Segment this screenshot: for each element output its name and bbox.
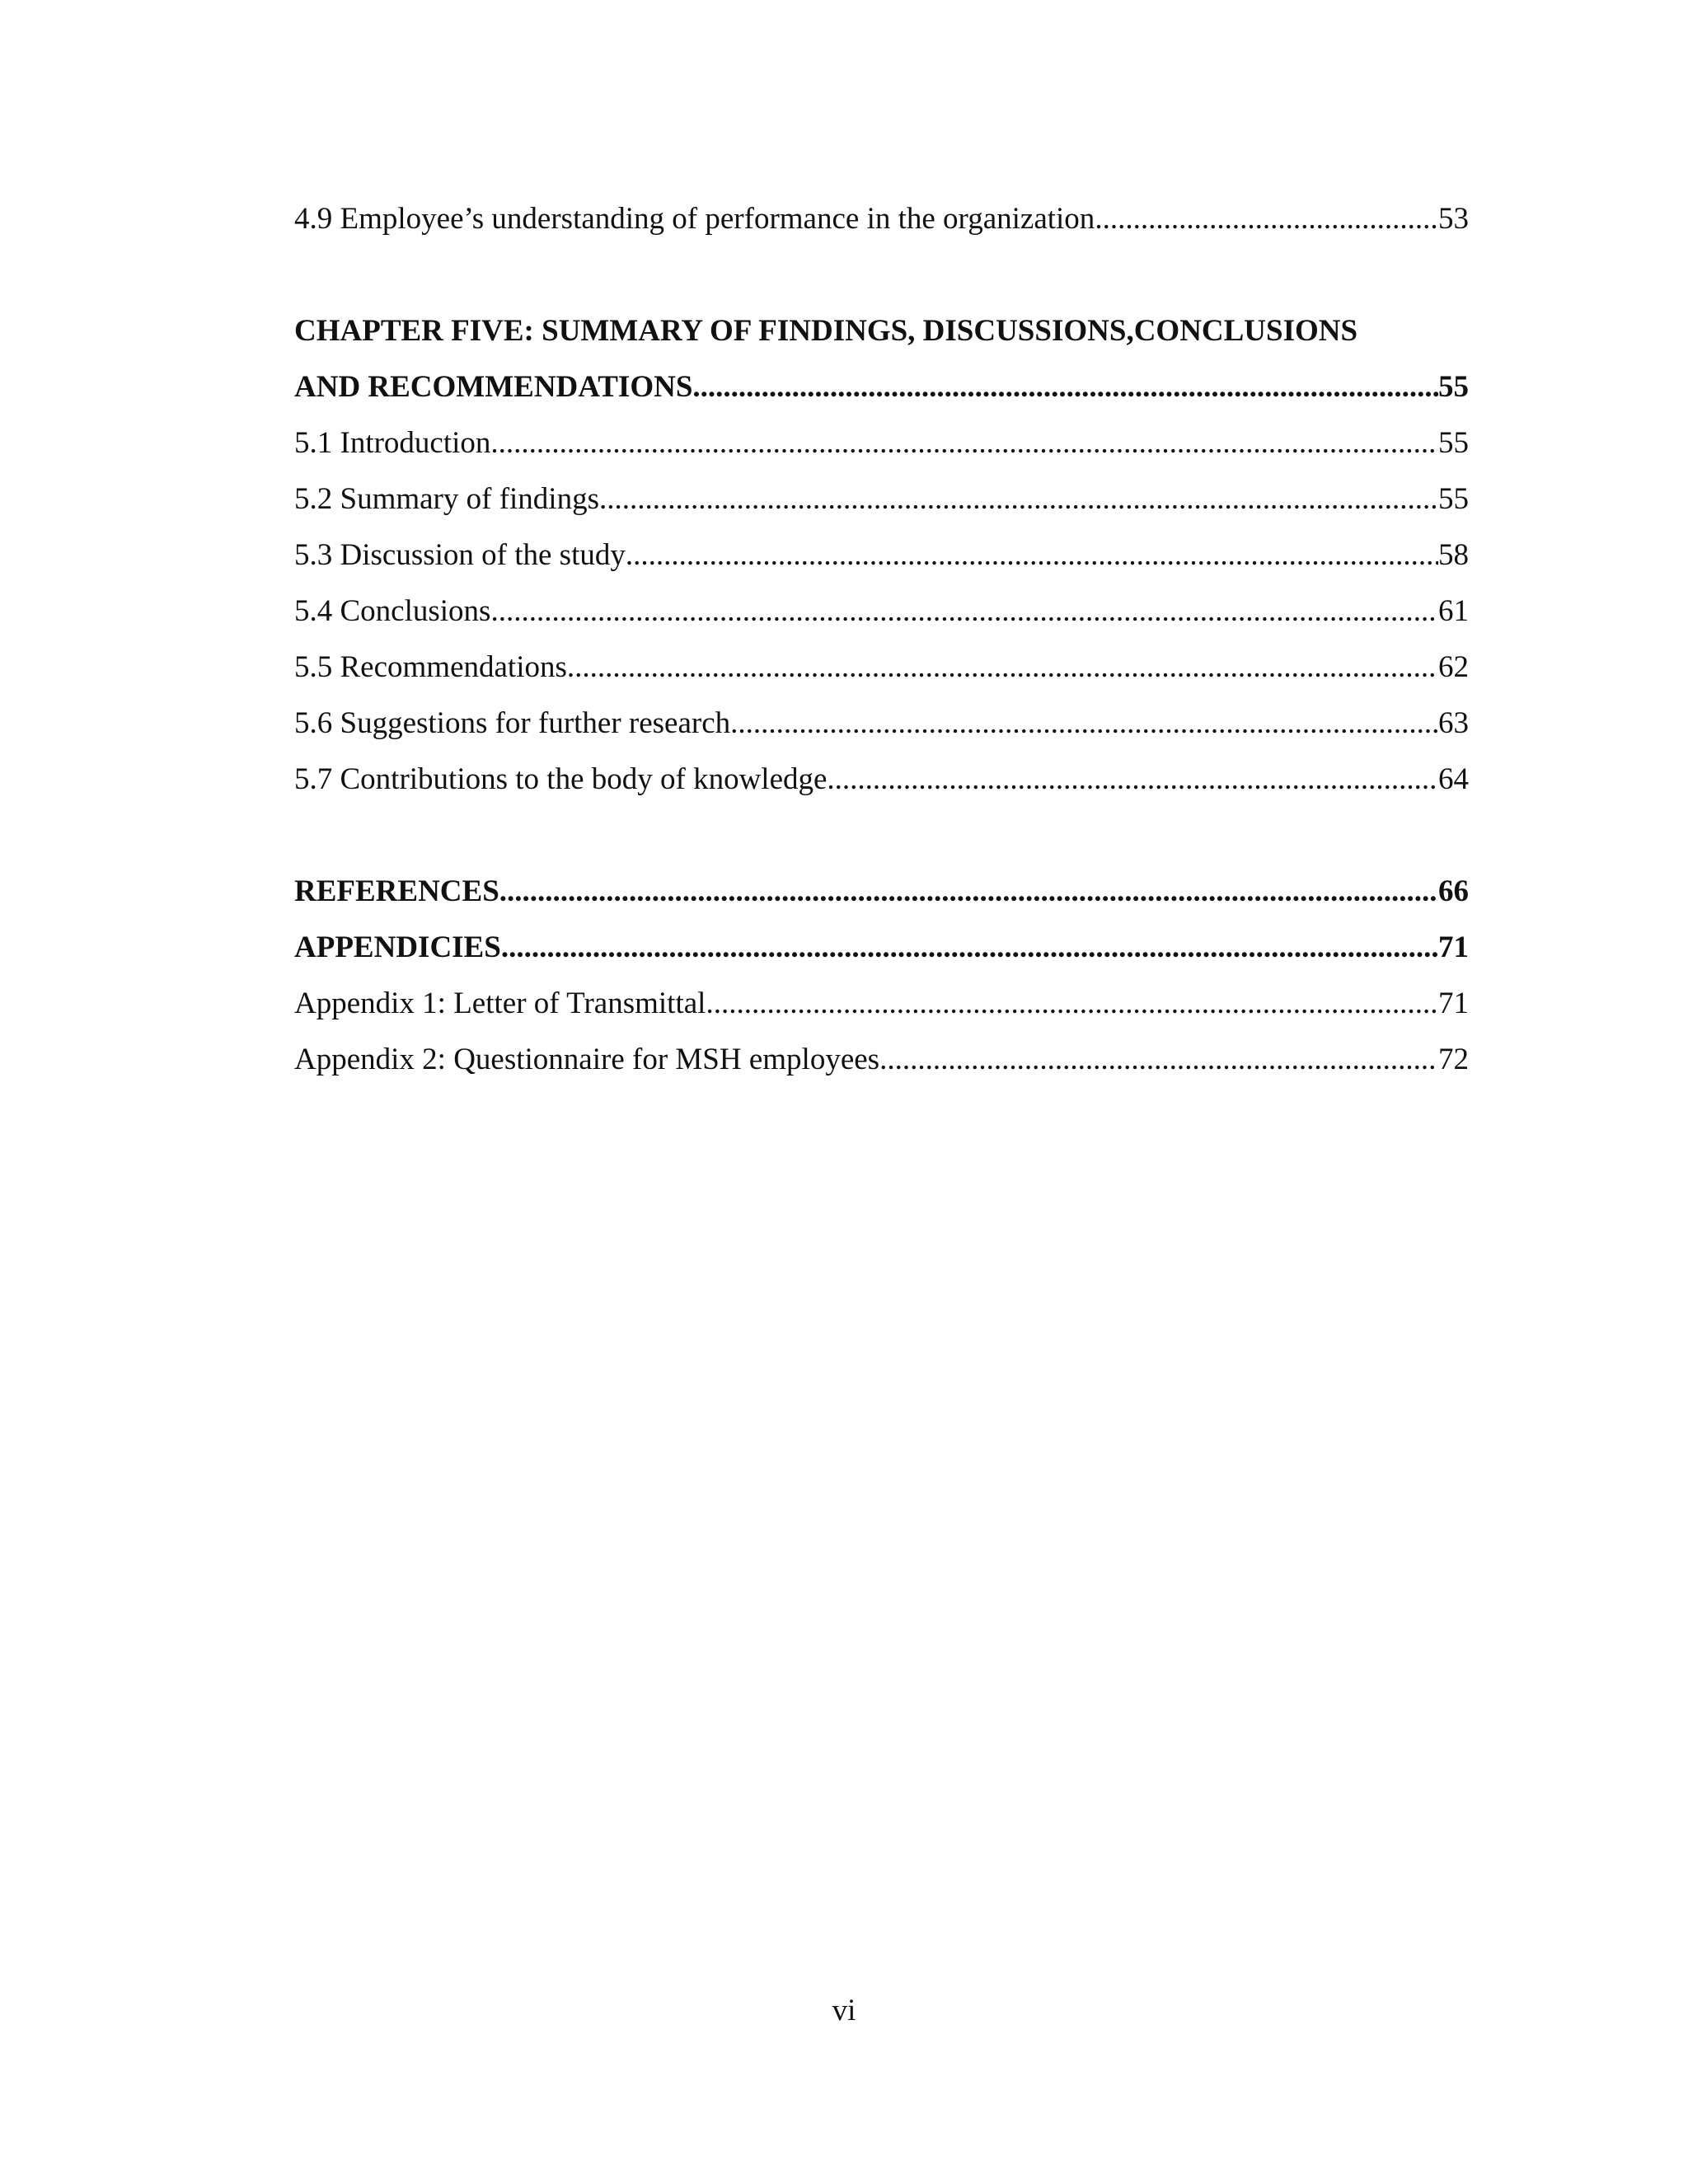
table-of-contents [294, 191, 1469, 1088]
dot-leader [490, 583, 1438, 640]
toc-entry-references [294, 864, 1469, 920]
dot-leader [706, 976, 1438, 1032]
toc-entry-label: AND RECOMMENDATIONS [294, 370, 693, 404]
dot-leader [499, 864, 1438, 920]
toc-entry-appendicies [294, 920, 1469, 976]
toc-entry-page: 55 [1438, 370, 1469, 404]
toc-entry-appendix-1 [294, 976, 1469, 1032]
toc-entry-label: Appendix 1: Letter of Transmittal [294, 987, 706, 1020]
dot-leader [626, 527, 1438, 583]
dot-leader [501, 920, 1438, 976]
dot-leader [1095, 191, 1438, 247]
dot-leader [567, 640, 1438, 696]
toc-entry-5-6 [294, 696, 1469, 752]
dot-leader [827, 752, 1438, 808]
spacer [294, 808, 1469, 864]
toc-entry-5-7 [294, 752, 1469, 808]
toc-entry-page: 55 [1438, 482, 1469, 516]
toc-entry-5-4 [294, 583, 1469, 640]
toc-entry-label: 5.5 Recommendations [294, 650, 567, 684]
toc-entry-5-2 [294, 471, 1469, 527]
toc-entry-page: 53 [1438, 202, 1469, 236]
toc-entry-page: 61 [1438, 594, 1469, 628]
page-number: vi [832, 1994, 856, 2027]
spacer [294, 247, 1469, 303]
toc-entry-page: 62 [1438, 650, 1469, 684]
toc-entry-page: 58 [1438, 538, 1469, 572]
toc-entry-label: REFERENCES [294, 874, 499, 908]
dot-leader [599, 471, 1438, 527]
toc-entry-label: 5.2 Summary of findings [294, 482, 599, 516]
toc-entry-page: 71 [1438, 930, 1469, 964]
toc-entry-page: 55 [1438, 426, 1469, 460]
dot-leader [730, 696, 1438, 752]
chapter-five-heading-line1: CHAPTER FIVE: SUMMARY OF FINDINGS, DISCUSSIONS,CONCLUSIONS [294, 314, 1358, 348]
toc-entry-label: 5.7 Contributions to the body of knowledge [294, 762, 828, 796]
toc-entry-page: 63 [1438, 706, 1469, 740]
toc-entry-label: APPENDICIES [294, 930, 501, 964]
toc-entry-label: 5.4 Conclusions [294, 594, 491, 628]
toc-entry-label: 5.3 Discussion of the study [294, 538, 626, 572]
toc-entry-page: 64 [1438, 762, 1469, 796]
dot-leader [887, 1032, 1438, 1088]
toc-entry-5-1 [294, 415, 1469, 471]
toc-entry-appendix-2 [294, 1032, 1469, 1088]
toc-entry-4-9 [294, 191, 1469, 247]
toc-entry-label: Appendix 2: Questionnaire for MSH employees. [294, 1043, 888, 1076]
dot-leader [692, 359, 1438, 415]
chapter-five-heading-line2 [294, 359, 1469, 415]
toc-entry-label: 5.6 Suggestions for further research [294, 706, 731, 740]
dot-leader [490, 415, 1438, 471]
toc-entry-5-3 [294, 527, 1469, 583]
toc-entry-page: 72 [1438, 1043, 1469, 1076]
toc-entry-label: 5.1 Introduction [294, 426, 491, 460]
toc-entry-page: 66 [1438, 874, 1469, 908]
toc-entry-5-5 [294, 640, 1469, 696]
toc-entry-label: 4.9 Employee’s understanding of performance in the organization [294, 202, 1095, 236]
toc-entry-page: 71 [1438, 987, 1469, 1020]
